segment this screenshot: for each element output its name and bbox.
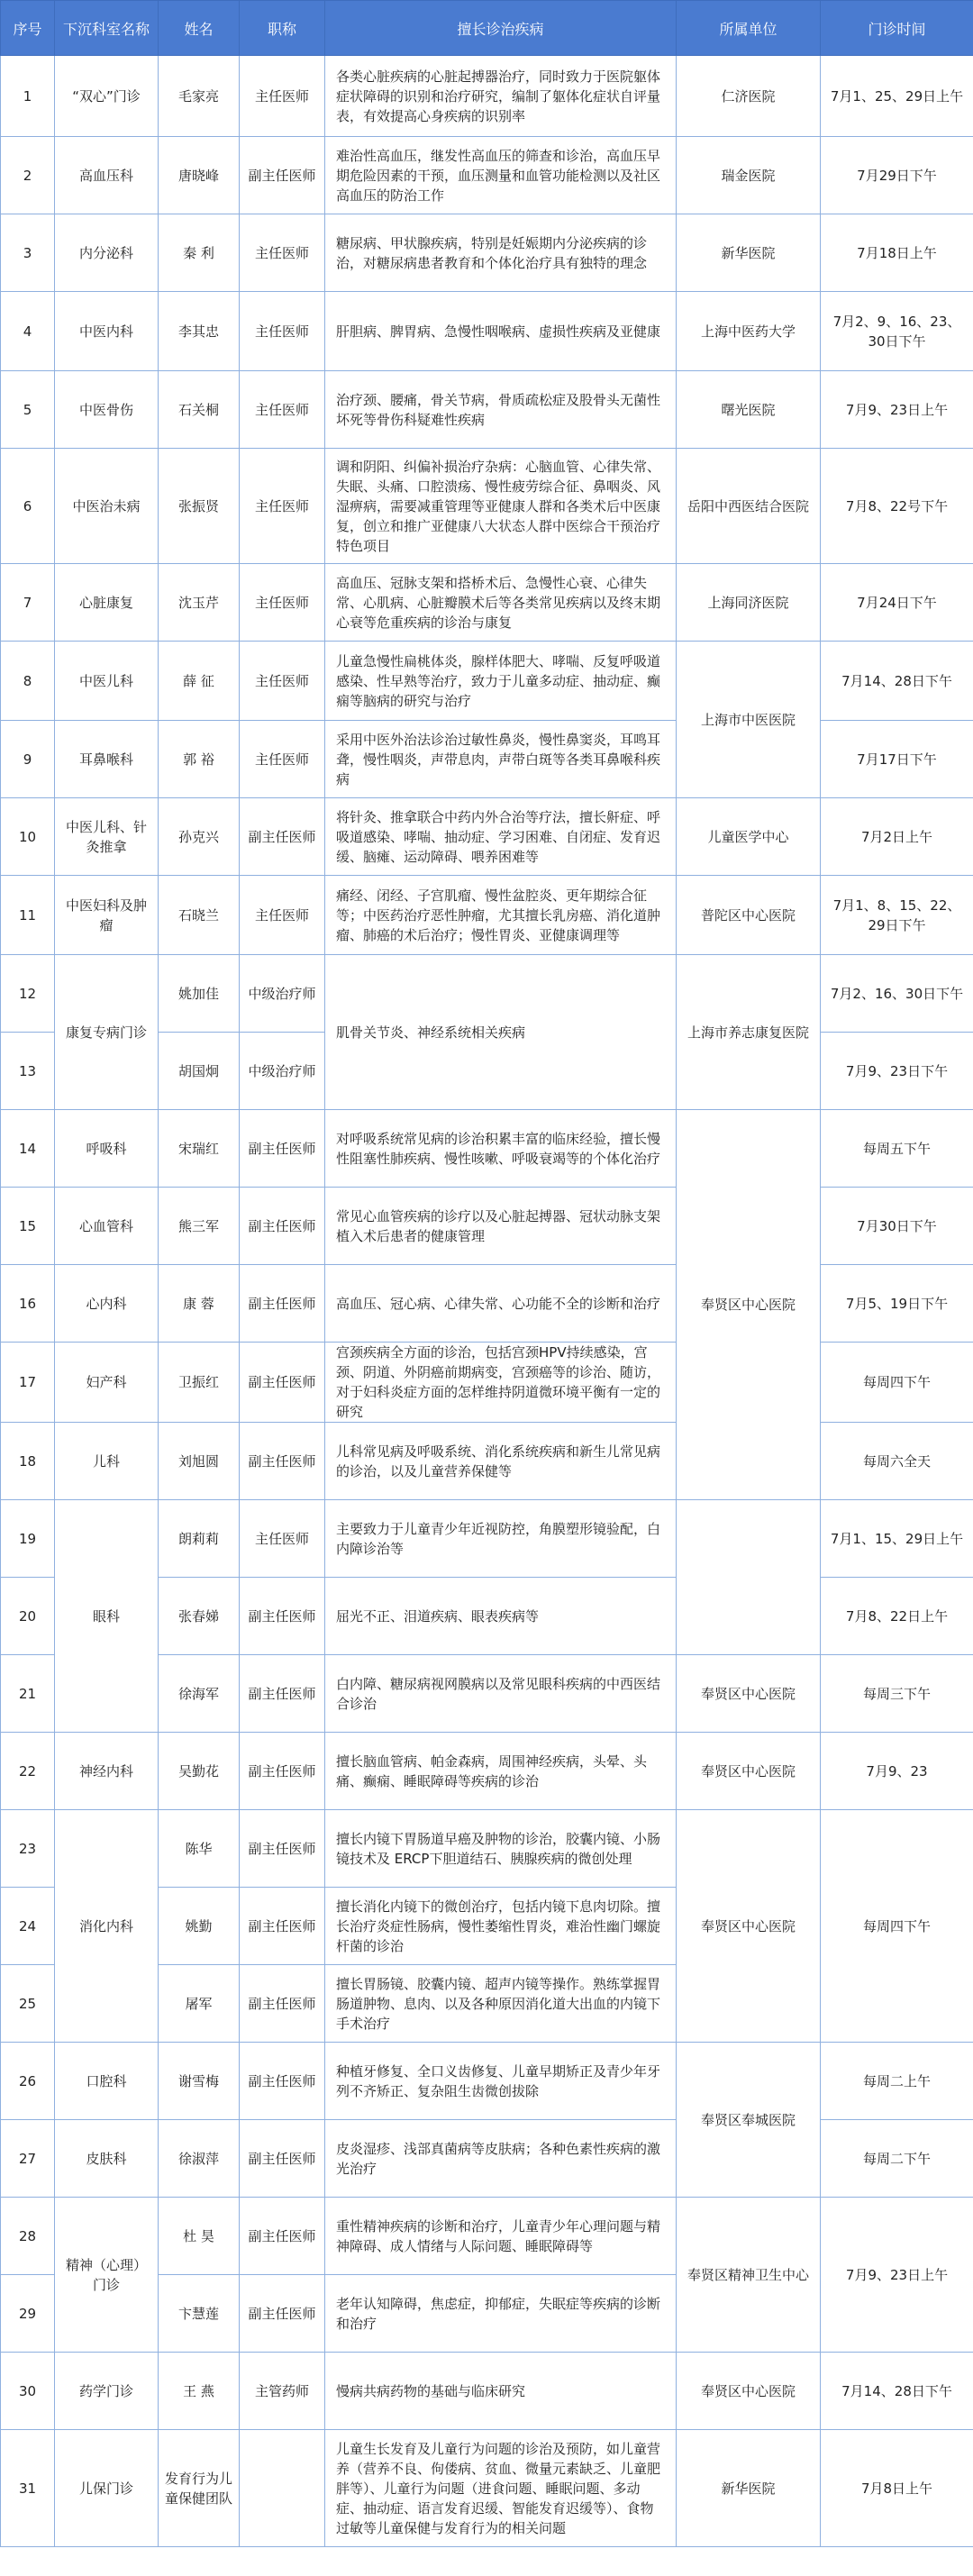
- department-cell: 内分泌科: [55, 214, 159, 292]
- table-row: [1, 2120, 973, 2198]
- row-number-cell: 6: [1, 449, 55, 564]
- specialty-cell: 难治性高血压，继发性高血压的筛查和诊治，高血压早期危险因素的干预，血压测量和血管功能检测以及社区高血压的防治工作: [325, 137, 677, 214]
- doctor-title-cell: 副主任医师: [240, 1733, 325, 1810]
- doctor-title-cell: 副主任医师: [240, 2120, 325, 2198]
- doctor-name-cell: 唐晓峰: [159, 137, 240, 214]
- hospital-cell-empty: [677, 1500, 821, 1655]
- clinic-time-cell: 每周四下午: [821, 1343, 973, 1423]
- clinic-time-cell: 7月8、22号下午: [821, 449, 973, 564]
- doctor-title-cell: 副主任医师: [240, 1188, 325, 1265]
- clinic-time-cell: 每周二下午: [821, 2120, 973, 2198]
- hospital-cell: 仁济医院: [677, 56, 821, 137]
- doctor-title-cell: 副主任医师: [240, 2198, 325, 2275]
- specialty-cell: 主要致力于儿童青少年近视防控，角膜塑形镜验配，白内障诊治等: [325, 1500, 677, 1578]
- clinic-time-cell: 7月14、28日下午: [821, 642, 973, 721]
- doctor-name-cell: 李其忠: [159, 292, 240, 371]
- row-number-cell: 24: [1, 1888, 55, 1965]
- row-number-cell: 10: [1, 798, 55, 876]
- table-row: [1, 564, 973, 642]
- doctor-name-cell: 吴勤花: [159, 1733, 240, 1810]
- hospital-cell: 瑞金医院: [677, 137, 821, 214]
- department-cell: 中医治未病: [55, 449, 159, 564]
- doctor-name-cell: 张春娣: [159, 1578, 240, 1655]
- doctor-name-cell: 王 燕: [159, 2353, 240, 2430]
- department-cell: 神经内科: [55, 1733, 159, 1810]
- hospital-cell: 上海同济医院: [677, 564, 821, 642]
- row-number-cell: 31: [1, 2430, 55, 2547]
- specialty-cell: 肝胆病、脾胃病、急慢性咽喉病、虚损性疾病及亚健康: [325, 292, 677, 371]
- table-row: [1, 642, 973, 721]
- clinic-time-cell: 7月1、25、29日上午: [821, 56, 973, 137]
- table-row: [1, 214, 973, 292]
- doctor-title-cell: 副主任医师: [240, 2275, 325, 2353]
- doctor-name-cell: 沈玉芹: [159, 564, 240, 642]
- table-row: [1, 371, 973, 449]
- doctor-name-cell: 孙克兴: [159, 798, 240, 876]
- specialty-cell: 采用中医外治法诊治过敏性鼻炎，慢性鼻窦炎，耳鸣耳聋，慢性咽炎，声带息肉，声带白斑等各类耳鼻喉科疾病: [325, 721, 677, 798]
- row-number-cell: 19: [1, 1500, 55, 1578]
- header-specialty: 擅长诊治疾病: [325, 1, 677, 56]
- doctor-name-cell: 朗莉莉: [159, 1500, 240, 1578]
- specialty-cell: 擅长胃肠镜、胶囊内镜、超声内镜等操作。熟练掌握胃肠道肿物、息肉、以及各种原因消化道大出血的内镜下手术治疗: [325, 1965, 677, 2043]
- doctor-name-cell: 屠军: [159, 1965, 240, 2043]
- table-row: [1, 1733, 973, 1810]
- department-cell: 心内科: [55, 1265, 159, 1343]
- clinic-time-cell: 7月9、23: [821, 1733, 973, 1810]
- clinic-time-cell: 每周四下午: [821, 1810, 973, 2043]
- hospital-cell: 普陀区中心医院: [677, 876, 821, 955]
- hospital-cell: 曙光医院: [677, 371, 821, 449]
- row-number-cell: 12: [1, 955, 55, 1033]
- specialty-cell: 将针灸、推拿联合中药内外合治等疗法，擅长鼾症、呼吸道感染、哮喘、抽动症、学习困难、自闭症、发育迟缓、脑瘫、运动障碍、喂养困难等: [325, 798, 677, 876]
- doctor-name-cell: 姚勤: [159, 1888, 240, 1965]
- doctor-name-cell: 石晓兰: [159, 876, 240, 955]
- specialty-cell: 白内障、糖尿病视网膜病以及常见眼科疾病的中西医结合诊治: [325, 1655, 677, 1733]
- row-number-cell: 21: [1, 1655, 55, 1733]
- clinic-time-cell: 7月2、16、30日下午: [821, 955, 973, 1033]
- doctor-name-cell: 熊三军: [159, 1188, 240, 1265]
- table-row: [1, 721, 973, 798]
- doctor-title-cell: 副主任医师: [240, 1810, 325, 1888]
- table-row: [1, 1110, 973, 1188]
- doctor-title-cell: 主任医师: [240, 371, 325, 449]
- specialty-cell: 痛经、闭经、子宫肌瘤、慢性盆腔炎、更年期综合征等；中医药治疗恶性肿瘤，尤其擅长乳房癌、消化道肿瘤、肺癌的术后治疗；慢性胃炎、亚健康调理等: [325, 876, 677, 955]
- clinic-time-cell: 7月17日下午: [821, 721, 973, 798]
- department-cell: 消化内科: [55, 1810, 159, 2043]
- doctor-title-cell: 副主任医师: [240, 137, 325, 214]
- doctor-name-cell: 胡国炯: [159, 1033, 240, 1110]
- doctor-title-cell: 副主任医师: [240, 2043, 325, 2120]
- specialty-cell: 常见心血管疾病的诊疗以及心脏起搏器、冠状动脉支架植入术后患者的健康管理: [325, 1188, 677, 1265]
- department-cell: 中医骨伤: [55, 371, 159, 449]
- clinic-time-cell: 7月18日上午: [821, 214, 973, 292]
- doctor-title-cell: 副主任医师: [240, 1655, 325, 1733]
- department-cell: 高血压科: [55, 137, 159, 214]
- specialty-cell: 老年认知障碍，焦虑症，抑郁症，失眠症等疾病的诊断和治疗: [325, 2275, 677, 2353]
- table-row: [1, 2198, 973, 2275]
- specialty-cell: 擅长消化内镜下的微创治疗，包括内镜下息肉切除。擅长治疗炎症性肠病，慢性萎缩性胃炎，难治性幽门螺旋杆菌的诊治: [325, 1888, 677, 1965]
- doctor-name-cell: 徐海军: [159, 1655, 240, 1733]
- specialty-cell: 慢病共病药物的基础与临床研究: [325, 2353, 677, 2430]
- specialty-cell: 儿科常见病及呼吸系统、消化系统疾病和新生儿常见病的诊治，以及儿童营养保健等: [325, 1423, 677, 1500]
- doctor-name-cell: 发育行为儿童保健团队: [159, 2430, 240, 2547]
- row-number-cell: 26: [1, 2043, 55, 2120]
- row-number-cell: 30: [1, 2353, 55, 2430]
- specialty-cell: 屈光不正、泪道疾病、眼表疾病等: [325, 1578, 677, 1655]
- department-cell: 康复专病门诊: [55, 955, 159, 1110]
- department-cell: 中医儿科: [55, 642, 159, 721]
- department-cell: 口腔科: [55, 2043, 159, 2120]
- doctor-title-cell: 主任医师: [240, 1500, 325, 1578]
- doctor-title-cell: 中级治疗师: [240, 1033, 325, 1110]
- row-number-cell: 20: [1, 1578, 55, 1655]
- table-row: [1, 137, 973, 214]
- clinic-time-cell: 7月29日下午: [821, 137, 973, 214]
- row-number-cell: 25: [1, 1965, 55, 2043]
- clinic-time-cell: 7月2日上午: [821, 798, 973, 876]
- row-number-cell: 16: [1, 1265, 55, 1343]
- doctor-title-cell: 副主任医师: [240, 1965, 325, 2043]
- header-hospital: 所属单位: [677, 1, 821, 56]
- doctor-title-cell: 副主任医师: [240, 1265, 325, 1343]
- table-row: [1, 56, 973, 137]
- clinic-time-cell: 7月8、22日上午: [821, 1578, 973, 1655]
- clinic-time-cell: 7月2、9、16、23、30日下午: [821, 292, 973, 371]
- table-row: [1, 1500, 973, 1578]
- table-row: [1, 1343, 973, 1423]
- specialty-cell: 儿童急慢性扁桃体炎，腺样体肥大、哮喘、反复呼吸道感染、性早熟等治疗，致力于儿童多动症、抽动症、癫痫等脑病的研究与治疗: [325, 642, 677, 721]
- specialty-cell: 擅长脑血管病、帕金森病，周围神经疾病，头晕、头痛、癫痫、睡眠障碍等疾病的诊治: [325, 1733, 677, 1810]
- department-cell: “双心”门诊: [55, 56, 159, 137]
- specialty-cell: 糖尿病、甲状腺疾病，特别是妊娠期内分泌疾病的诊治，对糖尿病患者教育和个体化治疗具有独特的理念: [325, 214, 677, 292]
- table-row: [1, 292, 973, 371]
- hospital-cell: 奉贤区中心医院: [677, 1655, 821, 1733]
- row-number-cell: 18: [1, 1423, 55, 1500]
- doctor-title-cell: 主管药师: [240, 2353, 325, 2430]
- department-cell: 中医内科: [55, 292, 159, 371]
- doctor-title-cell: 主任医师: [240, 292, 325, 371]
- row-number-cell: 22: [1, 1733, 55, 1810]
- hospital-cell: 上海市养志康复医院: [677, 955, 821, 1110]
- department-cell: 儿科: [55, 1423, 159, 1500]
- hospital-cell: 奉贤区中心医院: [677, 1810, 821, 2043]
- doctor-name-cell: 谢雪梅: [159, 2043, 240, 2120]
- clinic-time-cell: 7月9、23日上午: [821, 371, 973, 449]
- table-body: [1, 56, 973, 2547]
- clinic-time-cell: 7月1、15、29日上午: [821, 1500, 973, 1578]
- doctor-name-cell: 徐淑萍: [159, 2120, 240, 2198]
- table-row: [1, 955, 973, 1033]
- specialty-cell: 肌骨关节炎、神经系统相关疾病: [325, 955, 677, 1110]
- header-number: 序号: [1, 1, 55, 56]
- clinic-time-cell: 每周五下午: [821, 1110, 973, 1188]
- clinic-time-cell: 7月9、23日下午: [821, 1033, 973, 1110]
- specialty-cell: 各类心脏疾病的心脏起搏器治疗，同时致力于医院躯体症状障碍的识别和治疗研究，编制了躯体化症状自评量表，有效提高心身疾病的识别率: [325, 56, 677, 137]
- table-row: [1, 876, 973, 955]
- doctor-name-cell: 郭 裕: [159, 721, 240, 798]
- specialty-cell: 儿童生长发育及儿童行为问题的诊治及预防，如儿童营养（营养不良、佝偻病、贫血、微量元素缺乏、儿童肥胖等）、儿童行为问题（进食问题、睡眠问题、多动症、抽动症、语言发育迟缓、智能发育迟缓等）、食物过敏等儿童保健与发育行为的相关问题: [325, 2430, 677, 2547]
- clinic-time-cell: 7月8日上午: [821, 2430, 973, 2547]
- row-number-cell: 15: [1, 1188, 55, 1265]
- hospital-cell: 奉贤区中心医院: [677, 1110, 821, 1500]
- department-cell: 药学门诊: [55, 2353, 159, 2430]
- doctor-name-cell: 康 蓉: [159, 1265, 240, 1343]
- row-number-cell: 8: [1, 642, 55, 721]
- department-cell: 呼吸科: [55, 1110, 159, 1188]
- specialty-cell: 治疗颈、腰痛，骨关节病，骨质疏松症及股骨头无菌性坏死等骨伤科疑难性疾病: [325, 371, 677, 449]
- table-row: [1, 798, 973, 876]
- doctor-title-cell: 主任医师: [240, 642, 325, 721]
- department-cell: 妇产科: [55, 1343, 159, 1423]
- specialty-cell: 宫颈疾病全方面的诊治，包括宫颈HPV持续感染，宫颈、阴道、外阴癌前期病变，宫颈癌等的诊治、随访，对于妇科炎症方面的怎样维持阴道微环境平衡有一定的研究: [325, 1343, 677, 1423]
- hospital-cell: 上海市中医医院: [677, 642, 821, 798]
- hospital-cell: 新华医院: [677, 214, 821, 292]
- doctor-name-cell: 姚加佳: [159, 955, 240, 1033]
- header-department: 下沉科室名称: [55, 1, 159, 56]
- doctor-name-cell: 陈华: [159, 1810, 240, 1888]
- clinic-time-cell: 每周六全天: [821, 1423, 973, 1500]
- department-cell: 精神（心理）门诊: [55, 2198, 159, 2353]
- doctor-title-cell: [240, 2430, 325, 2547]
- hospital-cell: 奉贤区奉城医院: [677, 2043, 821, 2198]
- table-row: [1, 449, 973, 564]
- doctor-title-cell: 副主任医师: [240, 1578, 325, 1655]
- doctor-title-cell: 主任医师: [240, 449, 325, 564]
- hospital-cell: 上海中医药大学: [677, 292, 821, 371]
- doctor-name-cell: 毛家亮: [159, 56, 240, 137]
- clinic-time-cell: 每周三下午: [821, 1655, 973, 1733]
- row-number-cell: 14: [1, 1110, 55, 1188]
- department-cell: 耳鼻喉科: [55, 721, 159, 798]
- department-cell: 皮肤科: [55, 2120, 159, 2198]
- doctor-title-cell: 中级治疗师: [240, 955, 325, 1033]
- department-cell: 中医儿科、针灸推拿: [55, 798, 159, 876]
- row-number-cell: 1: [1, 56, 55, 137]
- doctor-title-cell: 副主任医师: [240, 798, 325, 876]
- specialty-cell: 皮炎湿疹、浅部真菌病等皮肤病；各种色素性疾病的激光治疗: [325, 2120, 677, 2198]
- row-number-cell: 2: [1, 137, 55, 214]
- doctor-title-cell: 副主任医师: [240, 1423, 325, 1500]
- department-cell: 儿保门诊: [55, 2430, 159, 2547]
- hospital-cell: 奉贤区中心医院: [677, 1733, 821, 1810]
- doctor-name-cell: 宋瑞红: [159, 1110, 240, 1188]
- row-number-cell: 9: [1, 721, 55, 798]
- clinic-time-cell: 每周二上午: [821, 2043, 973, 2120]
- specialty-cell: 高血压、冠心病、心律失常、心功能不全的诊断和治疗: [325, 1265, 677, 1343]
- table-header-row: [1, 1, 973, 56]
- clinic-time-cell: 7月1、8、15、22、29日下午: [821, 876, 973, 955]
- doctor-name-cell: 刘旭圆: [159, 1423, 240, 1500]
- department-cell: 眼科: [55, 1500, 159, 1733]
- doctor-name-cell: 张振贤: [159, 449, 240, 564]
- doctor-title-cell: 副主任医师: [240, 1888, 325, 1965]
- clinic-time-cell: 7月5、19日下午: [821, 1265, 973, 1343]
- doctor-title-cell: 副主任医师: [240, 1110, 325, 1188]
- doctor-title-cell: 主任医师: [240, 564, 325, 642]
- doctor-title-cell: 主任医师: [240, 721, 325, 798]
- table-row: [1, 2353, 973, 2430]
- table-row: [1, 1810, 973, 1888]
- doctor-title-cell: 主任医师: [240, 214, 325, 292]
- doctor-title-cell: 副主任医师: [240, 1343, 325, 1423]
- clinic-time-cell: 7月24日下午: [821, 564, 973, 642]
- doctor-name-cell: 秦 利: [159, 214, 240, 292]
- table-row: [1, 2430, 973, 2547]
- specialty-cell: 种植牙修复、全口义齿修复、儿童早期矫正及青少年牙列不齐矫正、复杂阻生齿微创拔除: [325, 2043, 677, 2120]
- department-cell: 心血管科: [55, 1188, 159, 1265]
- row-number-cell: 3: [1, 214, 55, 292]
- row-number-cell: 13: [1, 1033, 55, 1110]
- department-cell: 中医妇科及肿瘤: [55, 876, 159, 955]
- hospital-cell: 奉贤区中心医院: [677, 2353, 821, 2430]
- row-number-cell: 7: [1, 564, 55, 642]
- specialty-cell: 调和阴阳、纠偏补损治疗杂病：心脑血管、心律失常、失眠、头痛、口腔溃疡、慢性疲劳综合征、鼻咽炎、风湿痹病，需要减重管理等亚健康人群和各类术后中医康复，创立和推广亚健康八大状态人群中医综合干预治疗特色项目: [325, 449, 677, 564]
- doctor-title-cell: 主任医师: [240, 56, 325, 137]
- specialty-cell: 对呼吸系统常见病的诊治积累丰富的临床经验，擅长慢性阻塞性肺疾病、慢性咳嗽、呼吸衰竭等的个体化治疗: [325, 1110, 677, 1188]
- row-number-cell: 4: [1, 292, 55, 371]
- row-number-cell: 11: [1, 876, 55, 955]
- hospital-cell: 岳阳中西医结合医院: [677, 449, 821, 564]
- header-title: 职称: [240, 1, 325, 56]
- doctor-name-cell: 薛 征: [159, 642, 240, 721]
- table-row: [1, 2043, 973, 2120]
- row-number-cell: 27: [1, 2120, 55, 2198]
- table-row: [1, 1188, 973, 1265]
- department-cell: 心脏康复: [55, 564, 159, 642]
- specialty-cell: 擅长内镜下胃肠道早癌及肿物的诊治，胶囊内镜、小肠镜技术及 ERCP下胆道结石、胰腺疾病的微创处理: [325, 1810, 677, 1888]
- doctor-name-cell: 卞慧莲: [159, 2275, 240, 2353]
- doctor-name-cell: 石关桐: [159, 371, 240, 449]
- hospital-cell: 儿童医学中心: [677, 798, 821, 876]
- header-name: 姓名: [159, 1, 240, 56]
- doctor-title-cell: 主任医师: [240, 876, 325, 955]
- hospital-cell: 新华医院: [677, 2430, 821, 2547]
- row-number-cell: 28: [1, 2198, 55, 2275]
- specialty-cell: 高血压、冠脉支架和搭桥术后、急慢性心衰、心律失常、心肌病、心脏瓣膜术后等各类常见疾病以及终末期心衰等危重疾病的诊治与康复: [325, 564, 677, 642]
- clinic-time-cell: 7月9、23日上午: [821, 2198, 973, 2353]
- clinic-time-cell: 7月30日下午: [821, 1188, 973, 1265]
- hospital-cell: 奉贤区精神卫生中心: [677, 2198, 821, 2353]
- row-number-cell: 5: [1, 371, 55, 449]
- doctor-name-cell: 卫振红: [159, 1343, 240, 1423]
- doctor-name-cell: 杜 昊: [159, 2198, 240, 2275]
- row-number-cell: 17: [1, 1343, 55, 1423]
- header-clinic-time: 门诊时间: [821, 1, 973, 56]
- row-number-cell: 29: [1, 2275, 55, 2353]
- clinic-time-cell: 7月14、28日下午: [821, 2353, 973, 2430]
- specialty-cell: 重性精神疾病的诊断和治疗，儿童青少年心理问题与精神障碍、成人情绪与人际问题、睡眠障碍等: [325, 2198, 677, 2275]
- table-row: [1, 1265, 973, 1343]
- row-number-cell: 23: [1, 1810, 55, 1888]
- table-row: [1, 1423, 973, 1500]
